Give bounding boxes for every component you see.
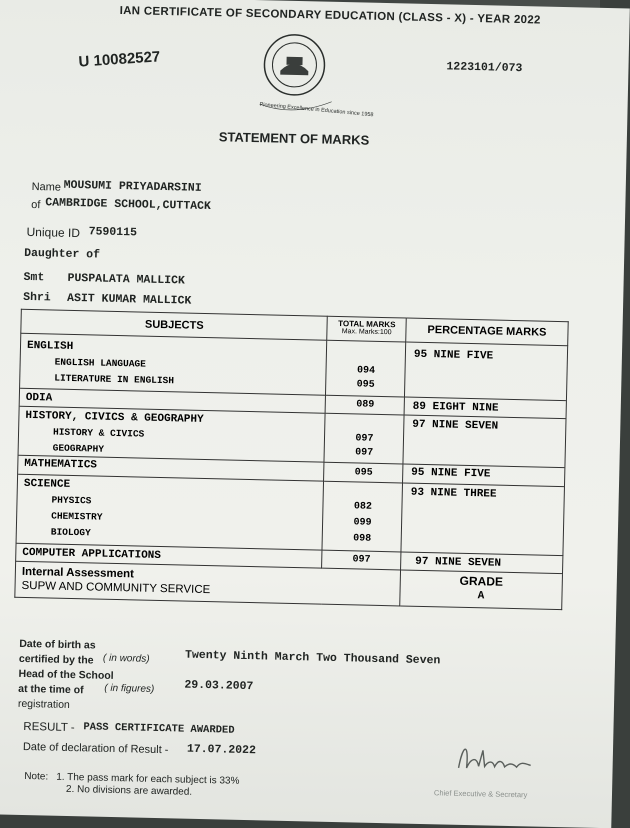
percentage-column	[401, 342, 568, 556]
unique-id-label: Unique ID	[26, 224, 81, 241]
subject-odia: ODIA	[25, 391, 53, 405]
dob-figures: 29.03.2007	[184, 678, 254, 694]
pct-odia: 89 EIGHT NINE	[412, 400, 499, 415]
pct-science: 93 NINE THREE	[410, 486, 497, 501]
marks-column	[322, 340, 405, 552]
marks-computer: 097	[322, 550, 401, 570]
document-code: 1223101/073	[446, 60, 523, 76]
result-label: RESULT -	[23, 720, 75, 735]
subject-history-civics: HISTORY & CIVICS	[52, 426, 145, 440]
marks-table	[14, 309, 568, 610]
subject-hcg: HISTORY, CIVICS & GEOGRAPHY	[25, 409, 204, 426]
signature-caption: Chief Executive & Secretary	[433, 788, 528, 800]
council-seal-icon	[239, 26, 374, 119]
internal-assessment-row	[15, 561, 401, 606]
subject-geography: GEOGRAPHY	[52, 442, 105, 455]
certificate-header: IAN CERTIFICATE OF SECONDARY EDUCATION (CLASS - X) - YEAR 2022	[119, 4, 541, 27]
name-label: Name	[31, 180, 62, 194]
grade-cell	[400, 570, 563, 610]
note-label: Note:	[24, 770, 49, 783]
pct-mathematics: 95 NINE FIVE	[411, 466, 491, 481]
subject-science: SCIENCE	[23, 477, 71, 491]
dob-figures-label: ( in figures)	[104, 682, 155, 695]
pct-computer: 97 NINE SEVEN	[401, 552, 563, 574]
subjects-column	[16, 333, 327, 550]
pct-hcg: 97 NINE SEVEN	[412, 418, 499, 433]
father-prefix: Shri	[22, 290, 51, 305]
certificate-number: U 10082527	[78, 48, 161, 71]
marks-literature: 095	[356, 379, 375, 391]
declaration-date: 17.07.2022	[186, 742, 257, 758]
computer-applications-row: COMPUTER APPLICATIONS	[16, 543, 323, 568]
supw-label: SUPW AND COMMUNITY SERVICE	[21, 579, 211, 597]
marks-physics: 082	[353, 501, 373, 513]
subject-chemistry: CHEMISTRY	[51, 510, 103, 523]
declaration-label: Date of declaration of Result -	[22, 740, 169, 757]
subject-mathematics: MATHEMATICS	[24, 457, 98, 472]
grade-label: GRADE	[459, 573, 504, 589]
note-2: 2. No divisions are awarded.	[65, 783, 193, 798]
pct-english: 95 NINE FIVE	[413, 348, 494, 363]
unique-id: 7590115	[88, 225, 138, 240]
subject-english: ENGLISH	[26, 339, 74, 353]
dob-words-label: ( in words)	[102, 652, 150, 665]
dob-words: Twenty Ninth March Two Thousand Seven	[184, 648, 441, 668]
dob-caption: Date of birth as certified by the Head of the School at the time of registration	[17, 637, 114, 711]
marks-history-civics: 097	[355, 433, 374, 445]
total-marks-header: TOTAL MARKS Max. Marks:100	[327, 316, 406, 342]
percentage-header: PERCENTAGE MARKS	[406, 318, 569, 346]
marks-geography: 097	[355, 447, 374, 459]
school-name: CAMBRIDGE SCHOOL,CUTTACK	[45, 196, 212, 214]
note-1: 1. The pass mark for each subject is 33%	[56, 771, 240, 787]
signature-icon	[452, 738, 543, 780]
father-name: ASIT KUMAR MALLICK	[66, 291, 192, 308]
subject-physics: PHYSICS	[51, 494, 92, 507]
subjects-header: SUBJECTS	[21, 309, 328, 340]
grade-value: A	[477, 590, 485, 603]
marks-biology: 098	[353, 533, 372, 545]
marks-odia: 089	[356, 399, 375, 411]
marks-english-language: 094	[356, 365, 376, 377]
of-label: of	[31, 198, 41, 212]
subject-literature: LITERATURE IN ENGLISH	[54, 372, 175, 387]
relation-label: Daughter of	[23, 246, 101, 262]
subject-english-language: ENGLISH LANGUAGE	[54, 356, 146, 370]
page-title: STATEMENT OF MARKS	[218, 129, 370, 148]
subject-biology: BIOLOGY	[50, 526, 91, 539]
marks-mathematics: 095	[354, 467, 373, 479]
mother-prefix: Smt	[23, 270, 45, 285]
marks-chemistry: 099	[353, 517, 372, 529]
seal-motto: Pioneering Excellence in Education since 1958	[259, 101, 374, 119]
student-name: MOUSUMI PRIYADARSINI	[63, 178, 202, 195]
internal-assessment-label: Internal Assessment	[21, 565, 135, 581]
mother-name: PUSPALATA MALLICK	[67, 271, 186, 288]
result-value: PASS CERTIFICATE AWARDED	[83, 721, 235, 737]
